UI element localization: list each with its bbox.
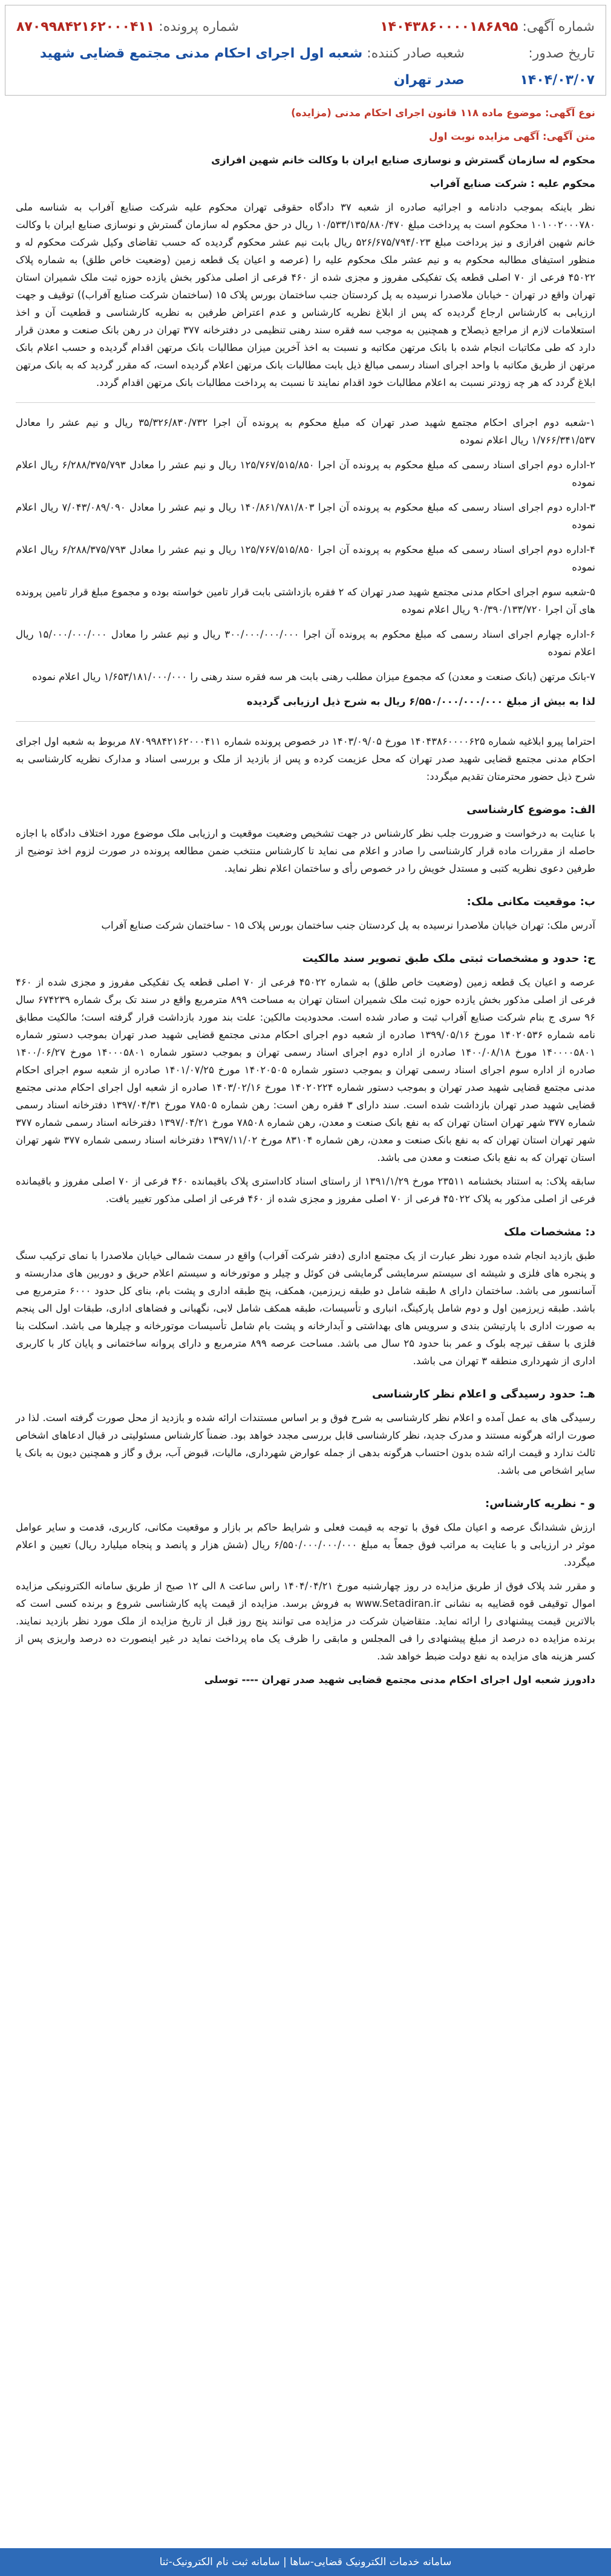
intro-paragraph: نظر باینکه بموجب دادنامه و اجرائیه صادره از شعبه ۳۷ دادگاه حقوقی تهران محکوم علیه شرکت صنایع آفراب به شناسه ملی ۱۰۱۰۰۲۰۰۰۷۸۰ محکوم است به پرداخت مبلغ ۱۰/۵۳۳/۱۳۵/۸۸۰/۴۷۰ ریال در حق محکوم له سازمان گسترش و نوسازی صنایع ایران با وکالت خانم شهین افرازی و نیز پرداخت مبلغ ۵۲۶/۶۷۵/۷۹۴/۰۲۳ ریال بابت نیم عشر محکوم گردیده که حسب تقاضای وکیل شرکت محکوم له و منظور استیفای مطالبه محکوم به و نیم عشر ملک محکوم علیه را (عرصه و اعیان یک قطعه زمین (وضعیت خاص طلق) به شماره پلاک ۴۵۰۲۲ فرعی از ۷۰ اصلی قطعه یک تفکیکی مفروز و مجزی شده از ۴۶۰ فرعی از اصلی مذکور بخش یازده حوزه ثبت ملک شمیران استان تهران واقع در تهران - خیابان ملاصدرا نرسیده به پل کردستان جنب ساختمان بورس پلاک ۱۵ (ساختمان شرکت صنایع آفراب)) توقیف و جهت ارزیابی به کارشناس ارجاع گردیده که پس از ابلاغ نظریه کارشناس و عدم اعتراض طرفین به نظریه کارشناسی و قطعیت آن و اخذ استعلامات لازم از مراجع ذیصلاح و همچنین به موجب سه فقره سند رهنی تنظیمی در دفترخانه ۳۷۷ تهران در رهن بانک صنعت و معدن قرار دارد که طی مکاتبات انجام شده با بانک مرتهن مکاتبه و نسبت به اخذ آخرین میزان مطالبات بانک مرتهن اقدام گردیده و حسب اعلام بانک مرتهن از طریق مکاتبه با واحد اجرای اسناد رسمی مبالغ ذیل بابت مطالبات بانک مرتهن اعلام گردیده است، که مقرر گردید که به بانک مرتهن ابلاغ گردد که هر چه زودتر نسبت به اعلام مطالبات خود اقدام نمایند تا نسبت به پرداخت مطالبات بانک مرتهن اقدام گردد.: [16, 201, 595, 388]
issue-date: [465, 41, 595, 94]
section-be-heading: ب: موقعیت مکانی ملک:: [466, 895, 595, 908]
section-dal-heading: د: مشخصات ملک: [504, 1226, 595, 1238]
issue-date-value: ۱۴۰۴/۰۳/۰۷: [520, 73, 595, 88]
valuation-summary: لذا به بیش از مبلغ ۶/۵۵۰/۰۰۰/۰۰۰/۰۰۰ ریال به شرح ذیل ارزیابی گردیده: [246, 696, 595, 707]
section-jim-heading: ج: حدود و مشخصات ثبتی ملک طبق تصویر سند مالکیت: [302, 952, 595, 965]
notice-body: [16, 104, 595, 1695]
judgment-debtor: محکوم علیه : شرکت صنایع آفراب: [430, 178, 595, 189]
creditor-item: ۴-اداره دوم اجرای اسناد رسمی که مبلغ محکوم به پرونده آن اجرا ۱۲۵/۷۶۷/۵۱۵/۸۵۰ ریال و نیم عشر را معادل ۶/۲۸۸/۳۷۵/۷۹۳ ریال اعلام نموده: [16, 544, 595, 573]
header-row-numbers: [16, 14, 595, 41]
notice-header: [5, 5, 606, 96]
case-number-label: شماره پرونده:: [158, 19, 239, 34]
divider: [16, 721, 595, 722]
notice-number-label: شماره آگهی:: [522, 19, 595, 34]
section-vav-heading: و - نظریه کارشناس:: [485, 1497, 595, 1510]
notice-number-value: ۱۴۰۴۳۸۶۰۰۰۰۱۸۶۸۹۵: [380, 19, 518, 34]
creditor-item: ۶-اداره چهارم اجرای اسناد رسمی که مبلغ محکوم به پرونده آن اجرا ۳۰۰/۰۰۰/۰۰۰/۰۰۰ ریال و نیم عشر را معادل ۱۵/۰۰۰/۰۰۰/۰۰۰ ریال اعلام نموده: [16, 629, 595, 658]
site-footer: [0, 2548, 611, 2576]
notice-number: [380, 14, 595, 41]
issue-date-label: تاریخ صدور:: [528, 46, 595, 61]
review-scope: رسیدگی های به عمل آمده و اعلام نظر کارشناسی به شرح فوق و بر اساس مستندات ارائه شده و بازدید از محل صورت گرفته است. لذا در صورت ارائه هرگونه مستند و مدرک جدید، نظر کارشناسی قابل بررسی مجدد خواهد بود. ضمناً کارشناس مسئولیتی در قبال ادعاهای اشخاص ثالث ندارد و قیمت ارائه شده بدون احتساب هرگونه بدهی از جمله عوارض شهرداری، مالیات، قبوض آب، برق و گاز و همچنین دیون به بانک یا سایر اشخاص می باشد.: [16, 1412, 595, 1476]
section-he-heading: هـ: حدود رسیدگی و اعلام نظر کارشناسی: [371, 1388, 595, 1401]
creditor-item: ۱-شعبه دوم اجرای احکام مجتمع شهید صدر تهران که مبلغ محکوم به پرونده آن اجرا ۳۵/۳۲۶/۸۳۰/۷۳۲ ریال و نیم عشر را معادل ۱/۷۶۶/۳۴۱/۵۳۷ ریال اعلام نموده: [16, 417, 596, 446]
judgment-creditor: محکوم له سازمان گسترش و نوسازی صنایع ایران با وکالت خانم شهین افرازی: [211, 154, 595, 166]
header-row-issuer: [16, 41, 595, 94]
expert-opinion: ارزش ششدانگ عرصه و اعیان ملک فوق با توجه به قیمت فعلی و شرایط حاکم بر بازار و موقعیت مکانی، کاربری، قدمت و سایر عوامل موثر در ارزیابی و با عنایت به مراتب فوق جمعاً به مبلغ ۶/۵۵۰/۰۰۰/۰۰۰/۰۰۰ ریال (شش هزار و پانصد و پنجاه میلیارد ریال) تعیین و اعلام میگردد.: [16, 1522, 596, 1568]
creditor-item: ۵-شعبه سوم اجرای احکام مدنی مجتمع شهید صدر تهران که ۲ فقره بازداشتی بابت قرار تامین خواسته بوده و مجموع مبلغ قرار تامین پرونده های آن اجرا ۹۰/۳۹۰/۱۳۳/۷۲۰ ریال اعلام نموده: [16, 586, 595, 615]
creditor-item: ۲-اداره دوم اجرای اسناد رسمی که مبلغ محکوم به پرونده آن اجرا ۱۲۵/۷۶۷/۵۱۵/۸۵۰ ریال و نیم عشر را معادل ۶/۲۸۸/۳۷۵/۷۹۳ ریال اعلام نموده: [16, 459, 595, 488]
creditor-item: ۳-اداره دوم اجرای اسناد رسمی که مبلغ محکوم به پرونده آن اجرا ۱۴۰/۸۶۱/۷۸۱/۸۰۳ ریال و نیم عشر را معادل ۷/۰۴۳/۰۸۹/۰۹۰ ریال اعلام نموده: [16, 502, 595, 531]
notice-subject: نوع آگهی: موضوع ماده ۱۱۸ قانون اجرای احکام مدنی (مزایده): [291, 107, 595, 119]
creditor-item: ۷-بانک مرتهن (بانک صنعت و معدن) که مجموع میزان مطلب رهنی بابت هر سه فقره سند رهنی را ۱/۶۵۳/۱۸۱/۰۰۰/۰۰۰ ریال اعلام نموده: [32, 671, 595, 682]
case-number: [16, 14, 239, 41]
officer-signature: دادورز شعبه اول اجرای احکام مدنی مجتمع قضایی شهید صدر تهران ---- توسلی: [204, 1674, 595, 1685]
registration-details: عرصه و اعیان یک قطعه زمین (وضعیت خاص طلق) به شماره ۴۵۰۲۲ فرعی از ۷۰ اصلی قطعه یک تفکیکی مفروز و مجزی شده از ۴۶۰ فرعی از اصلی مذکور بخش یازده حوزه ثبت ملک شمیران استان تهران به مساحت ۸۹۹ مترمربع واقع در سند تک برگ شماره ۶۷۴۲۳۹ سال ۹۶ سری ج بنام شرکت صنایع آفراب ثبت و صادر شده است. محدودیت مالکین: علت بند مورد بازداشت قرار گرفته است؛ مالکیت مطابق نامه شماره ۱۴۰۲۰۵۳۶ مورخ ۱۳۹۹/۰۵/۱۶ صادره از شعبه دوم اجرای احکام مدنی مجتمع قضایی شهید صدر تهران بموجب دستور شماره ۱۴۰۰۰۰۵۸۰۱ مورخ ۱۴۰۰/۰۸/۱۸ صادره از اداره دوم اجرای اسناد رسمی تهران و بموجب دستور شماره ۱۴۰۰۰۵۸۰۱ مورخ ۱۴۰۰/۰۶/۲۷ صادره از اداره سوم اجرای اسناد رسمی تهران و بموجب دستور شماره ۱۴۰۲۰۵۰۵ مورخ ۱۴۰۱/۰۷/۲۵ صادره از شعبه سوم اجرای احکام مدنی مجتمع قضایی شهید صدر تهران و بموجب دستور شماره ۱۴۰۲۰۲۲۴ مورخ ۱۴۰۳/۰۲/۱۶ صادره از شعبه اول اجرای احکام مدنی مجتمع قضایی شهید صدر تهران بازداشت شده است. سند دارای ۳ فقره رهن است: رهن شماره ۷۸۵۰۵ مورخ ۱۳۹۷/۰۴/۳۱ دفترخانه اسناد رسمی شماره ۳۷۷ شهر تهران استان تهران که به نفع بانک صنعت و معدن، رهن شماره ۷۸۵۰۸ مورخ ۱۳۹۷/۰۴/۲۱ دفترخانه اسناد رسمی شماره ۳۷۷ شهر تهران استان تهران که به نفع بانک صنعت و معدن، رهن شماره ۸۳۱۰۴ مورخ ۱۳۹۷/۱۱/۰۲ دفترخانه اسناد رسمی شماره ۳۷۷ شهر تهران استان تهران که به نفع بانک صنعت و معدن می باشد.: [16, 976, 596, 1163]
auction-terms: و مقرر شد پلاک فوق از طریق مزایده در روز چهارشنبه مورخ ۱۴۰۴/۰۴/۲۱ راس ساعت ۸ الی ۱۲ صبح از طریق سامانه الکترونیکی مزایده اموال توقیفی قوه قضاییه به نشانی www.Setadiran.ir به فروش برسد. مزایده از قیمت پایه کارشناسی شروع و برنده کسی است که بالاترین قیمت پیشنهادی را ارائه نماید. متقاضیان شرکت در مزایده می توانند پنج روز قبل از تاریخ مزایده از ملک مورد نظر بازدید نمایند. برنده مزایده ده درصد از مبلغ پیشنهادی را فی المجلس و مابقی را ظرف یک ماه پرداخت نماید در غیر اینصورت ده درصد واریزی پس از کسر هزینه های مزایده به نفع دولت ضبط خواهد شد.: [16, 1580, 596, 1662]
notice-text-title: متن آگهی: آگهی مزایده نوبت اول: [429, 131, 595, 142]
section-alef-heading: الف: موضوع کارشناسی: [466, 803, 595, 816]
plot-history: سابقه پلاک: به استناد بخشنامه ۲۳۵۱۱ مورخ ۱۳۹۱/۱/۲۹ از راستای اسناد کاداستری پلاک باقیمانده ۴۶۰ فرعی از ۷۰ اصلی مفروز و باقیمانده فرعی از اصلی مذکور به پلاک ۴۵۰۲۲ فرعی از ۷۰ اصلی مفروز و مجزی شده از ۴۶۰ فرعی از اصلی مذکور تغییر یافت.: [16, 1175, 595, 1205]
section-alef-text: با عنایت به درخواست و ضرورت جلب نظر کارشناس در جهت تشخیص وضعیت موقعیت و ارزیابی ملک موضوع مورد اختلاف دادگاه با اجازه حاصله از مقررات ماده قرار کارشناسی را صادر و اعلام می نماید تا کارشناس منتخب ضمن مطالعه پرونده در صورت لزوم اخذ توضیح از طرفین دعوی نظریه کتبی و مستدل خویش را در خصوص رأی و ساختمان اعلام نظر نماید.: [16, 828, 595, 874]
footer-text[interactable]: سامانه خدمات الکترونیک قضایی-ساها | سامانه ثبت نام الکترونیک-ثنا: [159, 2556, 452, 2568]
creditor-list: [16, 414, 595, 685]
issuer: [16, 41, 465, 94]
property-description: طبق بازدید انجام شده مورد نظر عبارت از یک مجتمع اداری (دفتر شرکت آفراب) واقع در سمت شمالی خیابان ملاصدرا با نمای ترکیب سنگ و پنجره های فلزی و شیشه ای سیستم سرمایشی گرمایشی فن کوئل و چیلر و موتورخانه و سیستم اعلام حریق و دوربین های مداربسته و آسانسور می باشد. ساختمان دارای ۸ طبقه شامل دو طبقه زیرزمین، همکف، پنج طبقه اداری و پشت بام، بنای کل حدود ۶۰۰۰ مترمربع می باشد. طبقه زیرزمین اول و دوم شامل پارکینگ، انباری و تأسیسات، طبقه همکف شامل لابی، نگهبانی و فضاهای اداری، طبقات اول الی پنجم به صورت اداری با پارتیشن بندی و سرویس های بهداشتی و آبدارخانه و پشت بام شامل تأسیسات موتورخانه و چیلرها می باشد. اسکلت بنا فلزی با سقف تیرچه بلوک و عمر بنا حدود ۲۵ سال می باشد. مساحت عرصه ۸۹۹ مترمربع و دارای پروانه ساختمانی و پایان کار با کاربری اداری از شهرداری منطقه ۳ تهران می باشد.: [16, 1250, 595, 1367]
issuer-label: شعبه صادر کننده:: [367, 46, 465, 61]
expert-report-intro: احتراما پیرو ابلاغیه شماره ۱۴۰۴۳۸۶۰۰۰۰۶۲۵ مورخ ۱۴۰۳/۰۹/۰۵ در خصوص پرونده شماره ۸۷۰۹۹۸۴۲۱۶۲۰۰۰۴۱۱ مربوط به شعبه اول اجرای احکام مدنی مجتمع قضایی شهید صدر تهران که محل عزیمت کرده و پس از بازدید از ملک و بررسی اسناد و مدارک نظریه کارشناسی به شرح ذیل حضور محترمتان تقدیم میگردد:: [16, 736, 595, 782]
issuer-value: شعبه اول اجرای احکام مدنی مجتمع قضایی شهید صدر تهران: [39, 46, 465, 88]
divider: [16, 402, 595, 403]
property-address: آدرس ملک: تهران خیابان ملاصدرا نرسیده به پل کردستان جنب ساختمان بورس پلاک ۱۵ - ساختمان شرکت صنایع آفراب: [101, 920, 595, 931]
case-number-value: ۸۷۰۹۹۸۴۲۱۶۲۰۰۰۴۱۱: [16, 19, 155, 34]
